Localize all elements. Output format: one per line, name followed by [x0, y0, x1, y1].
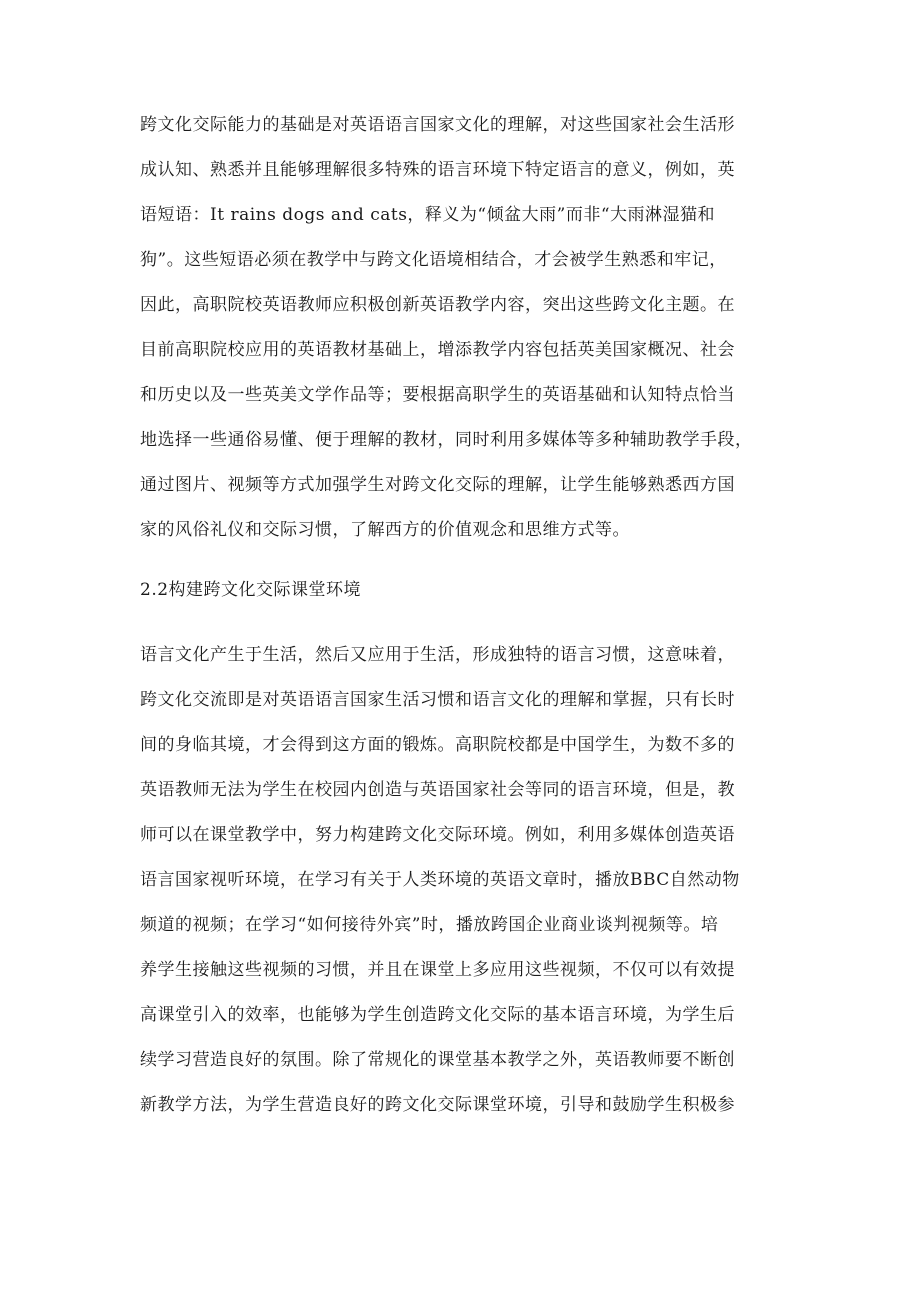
text-line: 因此，高职院校英语教师应积极创新英语教学内容，突出这些跨文化主题。在 — [140, 295, 735, 315]
text-line: 成认知、熟悉并且能够理解很多特殊的语言环境下特定语言的意义，例如，英 — [140, 160, 735, 180]
text-line: 间的身临其境，才会得到这方面的锻炼。高职院校都是中国学生，为数不多的 — [140, 735, 735, 755]
text-line: 通过图片、视频等方式加强学生对跨文化交际的理解，让学生能够熟悉西方国 — [140, 475, 735, 495]
text-line: 养学生接触这些视频的习惯，并且在课堂上多应用这些视频，不仅可以有效提 — [140, 960, 735, 980]
text-line: 跨文化交流即是对英语语言国家生活习惯和语言文化的理解和掌握，只有长时 — [140, 690, 735, 710]
text-line: 和历史以及一些英美文学作品等；要根据高职学生的英语基础和认知特点恰当 — [140, 385, 735, 405]
text-line: 续学习营造良好的氛围。除了常规化的课堂基本教学之外，英语教师要不断创 — [140, 1050, 735, 1070]
text-line: 新教学方法，为学生营造良好的跨文化交际课堂环境，引导和鼓励学生积极参 — [140, 1095, 735, 1115]
text-line: 高课堂引入的效率，也能够为学生创造跨文化交际的基本语言环境，为学生后 — [140, 1005, 735, 1025]
section-heading: 2.2构建跨文化交际课堂环境 — [140, 580, 362, 600]
text-line: 频道的视频；在学习“如何接待外宾”时，播放跨国企业商业谈判视频等。培 — [140, 915, 719, 935]
text-line: 语言国家视听环境，在学习有关于人类环境的英语文章时，播放BBC自然动物 — [140, 870, 740, 890]
text-line: 跨文化交际能力的基础是对英语语言国家文化的理解，对这些国家社会生活形 — [140, 115, 735, 135]
text-line: 家的风俗礼仪和交际习惯，了解西方的价值观念和思维方式等。 — [140, 520, 630, 540]
text-line: 师可以在课堂教学中，努力构建跨文化交际环境。例如，利用多媒体创造英语 — [140, 825, 735, 845]
text-line: 语短语：It rains dogs and cats，释义为“倾盆大雨”而非“大雨淋湿猫和 — [140, 205, 716, 225]
text-line: 地选择一些通俗易懂、便于理解的教材，同时利用多媒体等多种辅助教学手段， — [140, 430, 753, 450]
text-line: 目前高职院校应用的英语教材基础上，增添教学内容包括英美国家概况、社会 — [140, 340, 735, 360]
text-line: 狗”。这些短语必须在教学中与跨文化语境相结合，才会被学生熟悉和牢记， — [140, 250, 727, 270]
text-line: 语言文化产生于生活，然后又应用于生活，形成独特的语言习惯，这意味着， — [140, 645, 735, 665]
text-line: 英语教师无法为学生在校园内创造与英语国家社会等同的语言环境，但是，教 — [140, 780, 735, 800]
